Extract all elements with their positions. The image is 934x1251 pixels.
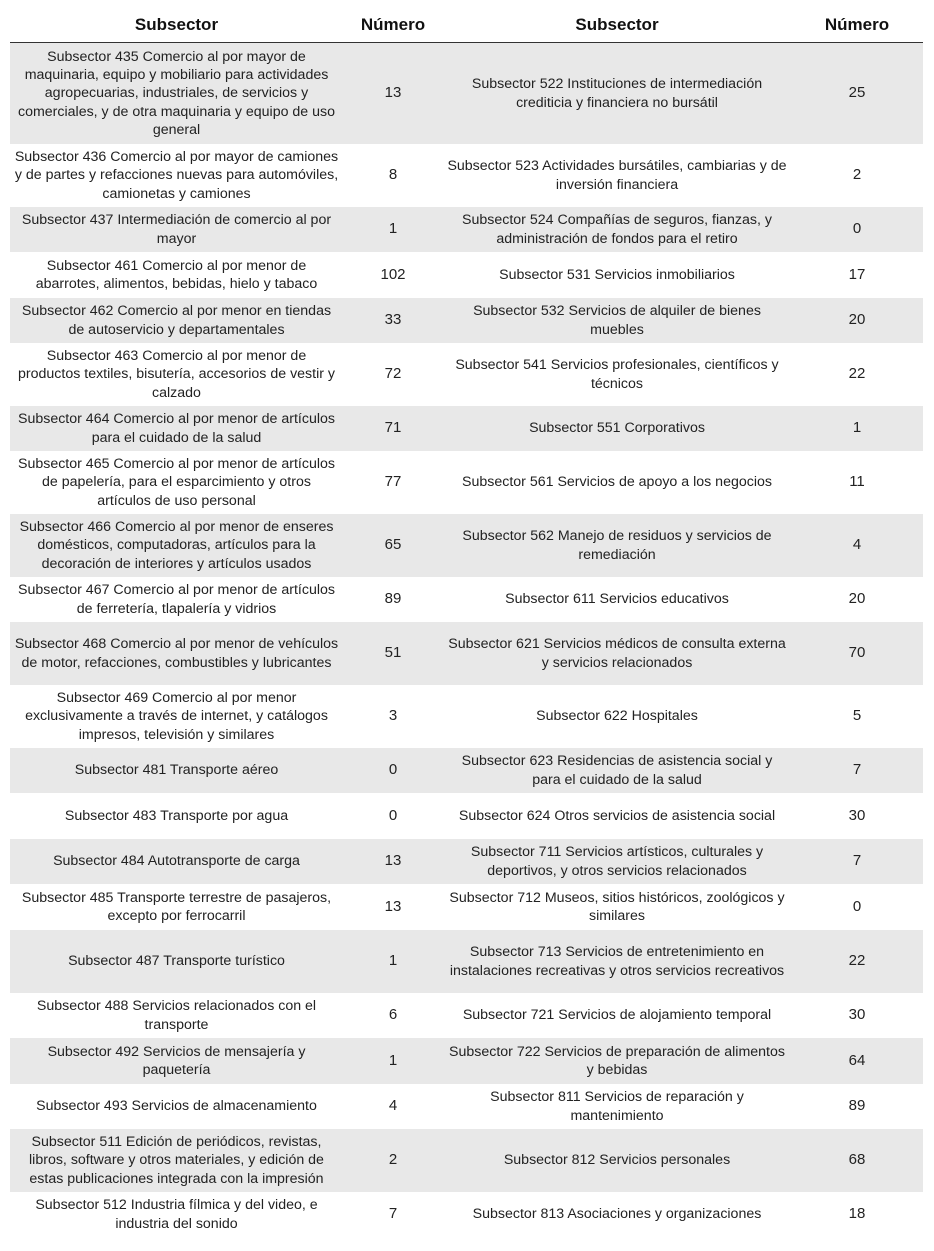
table-row: [10, 43, 923, 145]
subsector-left-cell: Subsector 463 Comercio al por menor de productos textiles, bisutería, accesorios de vestir y calzado: [10, 343, 343, 406]
subsector-left-cell: Subsector 465 Comercio al por menor de artículos de papelería, para el esparcimiento y otros artículos de uso personal: [10, 451, 343, 514]
table-header-row: [10, 8, 923, 43]
table-row: [10, 252, 923, 298]
subsector-right-cell: Subsector 712 Museos, sitios históricos, zoológicos y similares: [443, 884, 791, 930]
table-row: [10, 1084, 923, 1129]
table-row: [10, 930, 923, 993]
table-row: [10, 884, 923, 930]
table-row: [10, 298, 923, 343]
subsector-left-cell: Subsector 481 Transporte aéreo: [10, 748, 343, 793]
numero-left-cell: 1: [343, 207, 443, 252]
numero-right-cell: 68: [791, 1129, 923, 1192]
subsector-right-cell: Subsector 551 Corporativos: [443, 406, 791, 451]
numero-right-cell: 1: [791, 406, 923, 451]
table-row: [10, 748, 923, 793]
subsector-right-cell: Subsector 562 Manejo de residuos y servicios de remediación: [443, 514, 791, 577]
subsector-left-cell: Subsector 487 Transporte turístico: [10, 930, 343, 993]
table-row: [10, 1038, 923, 1084]
numero-right-cell: 22: [791, 930, 923, 993]
table-row: [10, 577, 923, 622]
subsector-right-cell: Subsector 611 Servicios educativos: [443, 577, 791, 622]
numero-left-cell: 1: [343, 1038, 443, 1084]
subsector-left-cell: Subsector 461 Comercio al por menor de abarrotes, alimentos, bebidas, hielo y tabaco: [10, 252, 343, 298]
numero-right-cell: 89: [791, 1084, 923, 1129]
numero-left-cell: 3: [343, 685, 443, 748]
subsector-right-cell: Subsector 541 Servicios profesionales, científicos y técnicos: [443, 343, 791, 406]
numero-left-cell: 77: [343, 451, 443, 514]
subsector-left-cell: Subsector 468 Comercio al por menor de vehículos de motor, refacciones, combustibles y lubricantes: [10, 622, 343, 685]
subsector-left-cell: Subsector 467 Comercio al por menor de artículos de ferretería, tlapalería y vidrios: [10, 577, 343, 622]
subsector-left-cell: Subsector 437 Intermediación de comercio al por mayor: [10, 207, 343, 252]
table-row: [10, 839, 923, 884]
subsector-left-cell: Subsector 469 Comercio al por menor exclusivamente a través de internet, y catálogos impresos, televisión y similares: [10, 685, 343, 748]
table-row: [10, 1129, 923, 1192]
numero-right-cell: 4: [791, 514, 923, 577]
numero-left-cell: 102: [343, 252, 443, 298]
numero-left-cell: 71: [343, 406, 443, 451]
numero-left-cell: 0: [343, 748, 443, 793]
table-row: [10, 622, 923, 685]
numero-right-cell: 22: [791, 343, 923, 406]
numero-left-cell: 6: [343, 993, 443, 1038]
numero-right-cell: 7: [791, 839, 923, 884]
numero-left-cell: 13: [343, 884, 443, 930]
numero-left-cell: 13: [343, 839, 443, 884]
numero-right-cell: 70: [791, 622, 923, 685]
subsector-right-cell: Subsector 532 Servicios de alquiler de bienes muebles: [443, 298, 791, 343]
table-row: [10, 144, 923, 207]
numero-right-cell: 20: [791, 577, 923, 622]
numero-right-cell: 11: [791, 451, 923, 514]
numero-left-cell: 51: [343, 622, 443, 685]
subsector-right-cell: Subsector 621 Servicios médicos de consulta externa y servicios relacionados: [443, 622, 791, 685]
subsector-right-cell: Subsector 711 Servicios artísticos, culturales y deportivos, y otros servicios relacionados: [443, 839, 791, 884]
numero-left-cell: 2: [343, 1129, 443, 1192]
subsector-right-cell: Subsector 721 Servicios de alojamiento temporal: [443, 993, 791, 1038]
subsector-left-cell: Subsector 493 Servicios de almacenamiento: [10, 1084, 343, 1129]
numero-left-cell: 33: [343, 298, 443, 343]
numero-left-cell: 65: [343, 514, 443, 577]
table-row: [10, 993, 923, 1038]
subsector-left-cell: Subsector 466 Comercio al por menor de enseres domésticos, computadoras, artículos para la decoración de interiores y artículos usados: [10, 514, 343, 577]
header-numero-left: Número: [343, 8, 443, 43]
subsector-left-cell: Subsector 484 Autotransporte de carga: [10, 839, 343, 884]
subsector-left-cell: Subsector 483 Transporte por agua: [10, 793, 343, 839]
numero-left-cell: 0: [343, 793, 443, 839]
subsector-right-cell: Subsector 713 Servicios de entretenimiento en instalaciones recreativas y otros servicios recreativos: [443, 930, 791, 993]
table-row: [10, 207, 923, 252]
numero-right-cell: 25: [791, 43, 923, 145]
subsector-right-cell: Subsector 531 Servicios inmobiliarios: [443, 252, 791, 298]
numero-left-cell: 13: [343, 43, 443, 145]
subsector-left-cell: Subsector 511 Edición de periódicos, revistas, libros, software y otros materiales, y edición de estas publicaciones integrada con la impresión: [10, 1129, 343, 1192]
numero-right-cell: 20: [791, 298, 923, 343]
subsector-left-cell: Subsector 512 Industria fílmica y del video, e industria del sonido: [10, 1192, 343, 1237]
numero-left-cell: 1: [343, 930, 443, 993]
numero-right-cell: 30: [791, 793, 923, 839]
subsector-right-cell: Subsector 722 Servicios de preparación de alimentos y bebidas: [443, 1038, 791, 1084]
subsector-left-cell: Subsector 464 Comercio al por menor de artículos para el cuidado de la salud: [10, 406, 343, 451]
table-row: [10, 406, 923, 451]
table-row: [10, 343, 923, 406]
numero-right-cell: 64: [791, 1038, 923, 1084]
table-row: [10, 451, 923, 514]
subsector-right-cell: Subsector 624 Otros servicios de asistencia social: [443, 793, 791, 839]
numero-left-cell: 8: [343, 144, 443, 207]
numero-right-cell: 5: [791, 685, 923, 748]
numero-left-cell: 7: [343, 1192, 443, 1237]
numero-right-cell: 0: [791, 884, 923, 930]
subsector-right-cell: Subsector 523 Actividades bursátiles, cambiarias y de inversión financiera: [443, 144, 791, 207]
subsector-right-cell: Subsector 812 Servicios personales: [443, 1129, 791, 1192]
subsector-left-cell: Subsector 488 Servicios relacionados con el transporte: [10, 993, 343, 1038]
subsector-left-cell: Subsector 435 Comercio al por mayor de maquinaria, equipo y mobiliario para actividades agropecuarias, industriales, de servicios y comerciales, y de otra maquinaria y equipo de uso general: [10, 43, 343, 145]
table-row: [10, 793, 923, 839]
header-numero-right: Número: [791, 8, 923, 43]
subsector-right-cell: Subsector 623 Residencias de asistencia social y para el cuidado de la salud: [443, 748, 791, 793]
numero-right-cell: 30: [791, 993, 923, 1038]
numero-right-cell: 17: [791, 252, 923, 298]
subsector-right-cell: Subsector 524 Compañías de seguros, fianzas, y administración de fondos para el retiro: [443, 207, 791, 252]
subsector-right-cell: Subsector 811 Servicios de reparación y mantenimiento: [443, 1084, 791, 1129]
numero-right-cell: 0: [791, 207, 923, 252]
subsector-left-cell: Subsector 462 Comercio al por menor en tiendas de autoservicio y departamentales: [10, 298, 343, 343]
subsector-right-cell: Subsector 522 Instituciones de intermediación crediticia y financiera no bursátil: [443, 43, 791, 145]
numero-left-cell: 4: [343, 1084, 443, 1129]
table-row: [10, 1192, 923, 1237]
subsector-right-cell: Subsector 813 Asociaciones y organizaciones: [443, 1192, 791, 1237]
subsector-right-cell: Subsector 561 Servicios de apoyo a los negocios: [443, 451, 791, 514]
numero-left-cell: 89: [343, 577, 443, 622]
table-row: [10, 514, 923, 577]
subsector-left-cell: Subsector 436 Comercio al por mayor de camiones y de partes y refacciones nuevas para automóviles, camionetas y camiones: [10, 144, 343, 207]
numero-left-cell: 72: [343, 343, 443, 406]
subsector-right-cell: Subsector 622 Hospitales: [443, 685, 791, 748]
subsector-left-cell: Subsector 485 Transporte terrestre de pasajeros, excepto por ferrocarril: [10, 884, 343, 930]
numero-right-cell: 2: [791, 144, 923, 207]
table-row: [10, 685, 923, 748]
numero-right-cell: 18: [791, 1192, 923, 1237]
subsector-left-cell: Subsector 492 Servicios de mensajería y paquetería: [10, 1038, 343, 1084]
header-subsector-left: Subsector: [10, 8, 343, 43]
header-subsector-right: Subsector: [443, 8, 791, 43]
numero-right-cell: 7: [791, 748, 923, 793]
subsector-table: [10, 8, 923, 1237]
